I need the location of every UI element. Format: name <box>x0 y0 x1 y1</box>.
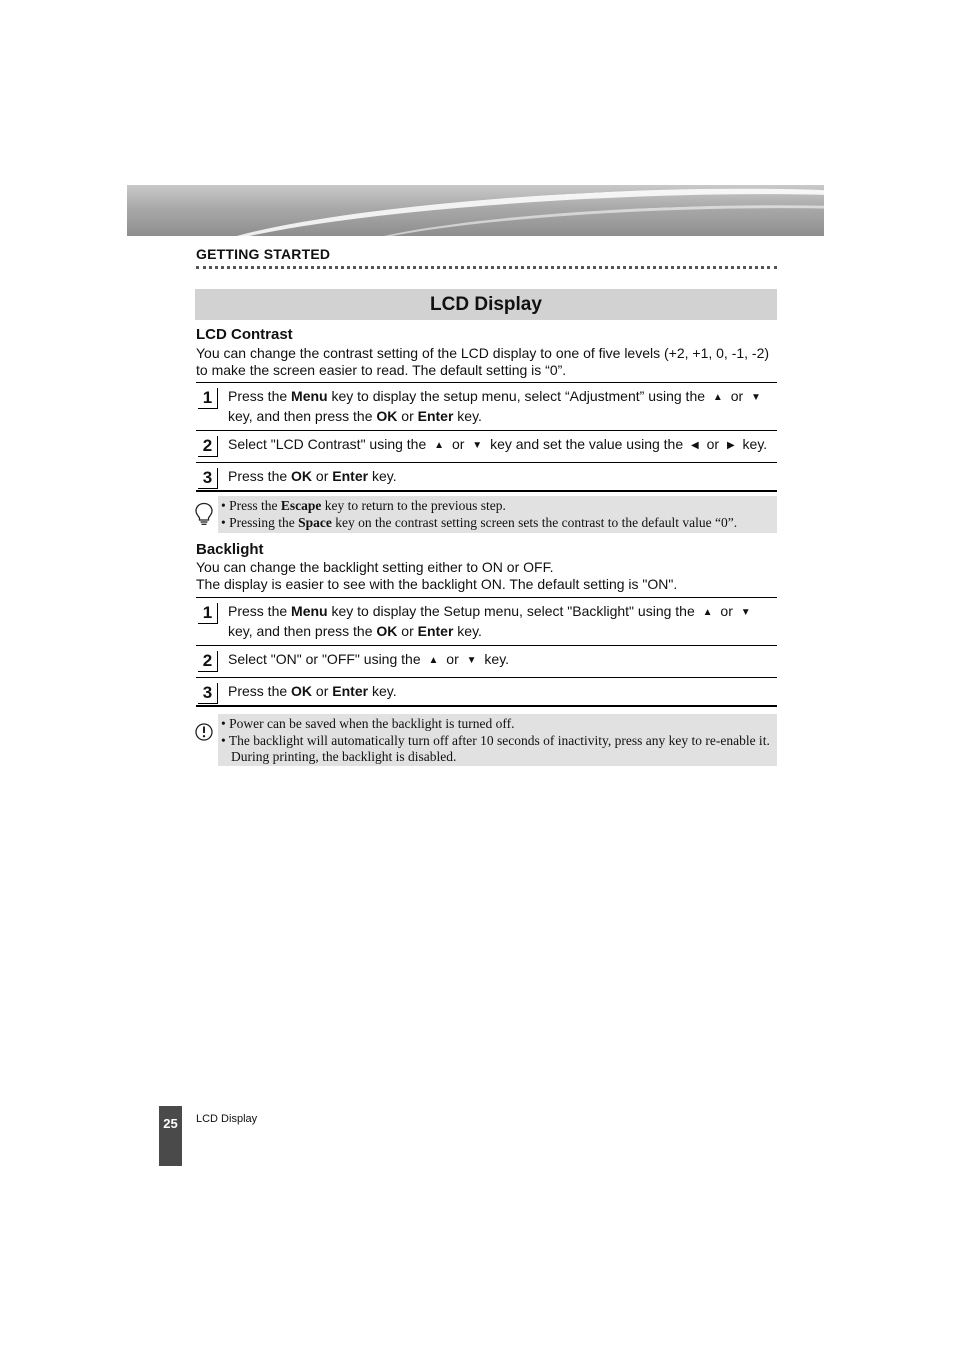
down-arrow-icon: ▼ <box>740 607 751 618</box>
up-arrow-icon: ▲ <box>702 607 713 618</box>
backlight-intro-2: The display is easier to see with the backlight ON. The default setting is "ON". <box>196 576 678 592</box>
tip-note <box>218 496 777 533</box>
step-row <box>196 645 777 677</box>
down-arrow-icon: ▼ <box>751 392 761 403</box>
step-row <box>196 430 777 462</box>
step-row <box>196 597 777 645</box>
step-text: Press the Menu key to display the Setup menu, select "Backlight" using the ▲ or ▼ key, and then press the OK or Enter key. <box>228 603 751 639</box>
step-text: Select "ON" or "OFF" using the ▲ or ▼ key. <box>228 651 510 667</box>
up-arrow-icon: ▲ <box>712 392 723 403</box>
up-arrow-icon: ▲ <box>428 655 439 666</box>
step-number: 3 <box>198 468 218 489</box>
note-item: • The backlight will automatically turn off after 10 seconds of inactivity, press any key to re-enable it. During printing, the backlight is disabled. <box>221 732 770 764</box>
down-arrow-icon: ▼ <box>472 440 483 451</box>
footer-label: LCD Display <box>196 1113 258 1125</box>
note-item: • Press the Escape key to return to the previous step. <box>221 498 506 513</box>
down-arrow-icon: ▼ <box>466 655 477 666</box>
step-number: 2 <box>198 651 218 672</box>
up-arrow-icon: ▲ <box>434 440 445 451</box>
step-row <box>196 382 777 430</box>
lcd-contrast-intro: You can change the contrast setting of the LCD display to one of five levels (+2, +1, 0, -1, -2) to make the screen easier to read. The default setting is “0”. <box>196 345 770 378</box>
section-label: GETTING STARTED <box>196 246 331 262</box>
step-number: 1 <box>198 603 218 624</box>
step-number: 1 <box>198 388 218 409</box>
caution-icon <box>194 720 214 744</box>
right-arrow-icon: ▶ <box>726 440 735 451</box>
step-number: 2 <box>198 436 218 457</box>
step-row <box>196 462 777 493</box>
lcd-contrast-steps <box>196 382 777 492</box>
note-item: • Pressing the Space key on the contrast setting screen sets the contrast to the default value “0”. <box>221 514 738 530</box>
backlight-intro: You can change the backlight setting either to ON or OFF. <box>196 559 554 575</box>
step-text: Press the OK or Enter key. <box>228 467 397 484</box>
step-row <box>196 677 777 708</box>
header-banner <box>127 185 824 236</box>
step-text: Press the OK or Enter key. <box>228 682 397 699</box>
page-title: LCD Display <box>195 289 777 320</box>
step-text: Select "LCD Contrast" using the ▲ or ▼ key and set the value using the ◀ or ▶ key. <box>228 436 768 452</box>
dotted-divider <box>196 266 777 269</box>
caution-note <box>218 714 777 766</box>
left-arrow-icon: ◀ <box>691 440 699 451</box>
lcd-contrast-heading: LCD Contrast <box>196 326 293 343</box>
page-number-tab: 25 <box>159 1106 182 1166</box>
step-text: Press the Menu key to display the setup menu, select “Adjustment” using the ▲ or ▼ key, and then press the OK or Enter key. <box>228 388 761 424</box>
step-number: 3 <box>198 683 218 704</box>
backlight-steps <box>196 597 777 707</box>
note-item: • Power can be saved when the backlight is turned off. <box>221 716 515 731</box>
backlight-heading: Backlight <box>196 541 264 558</box>
lightbulb-icon <box>194 502 214 526</box>
